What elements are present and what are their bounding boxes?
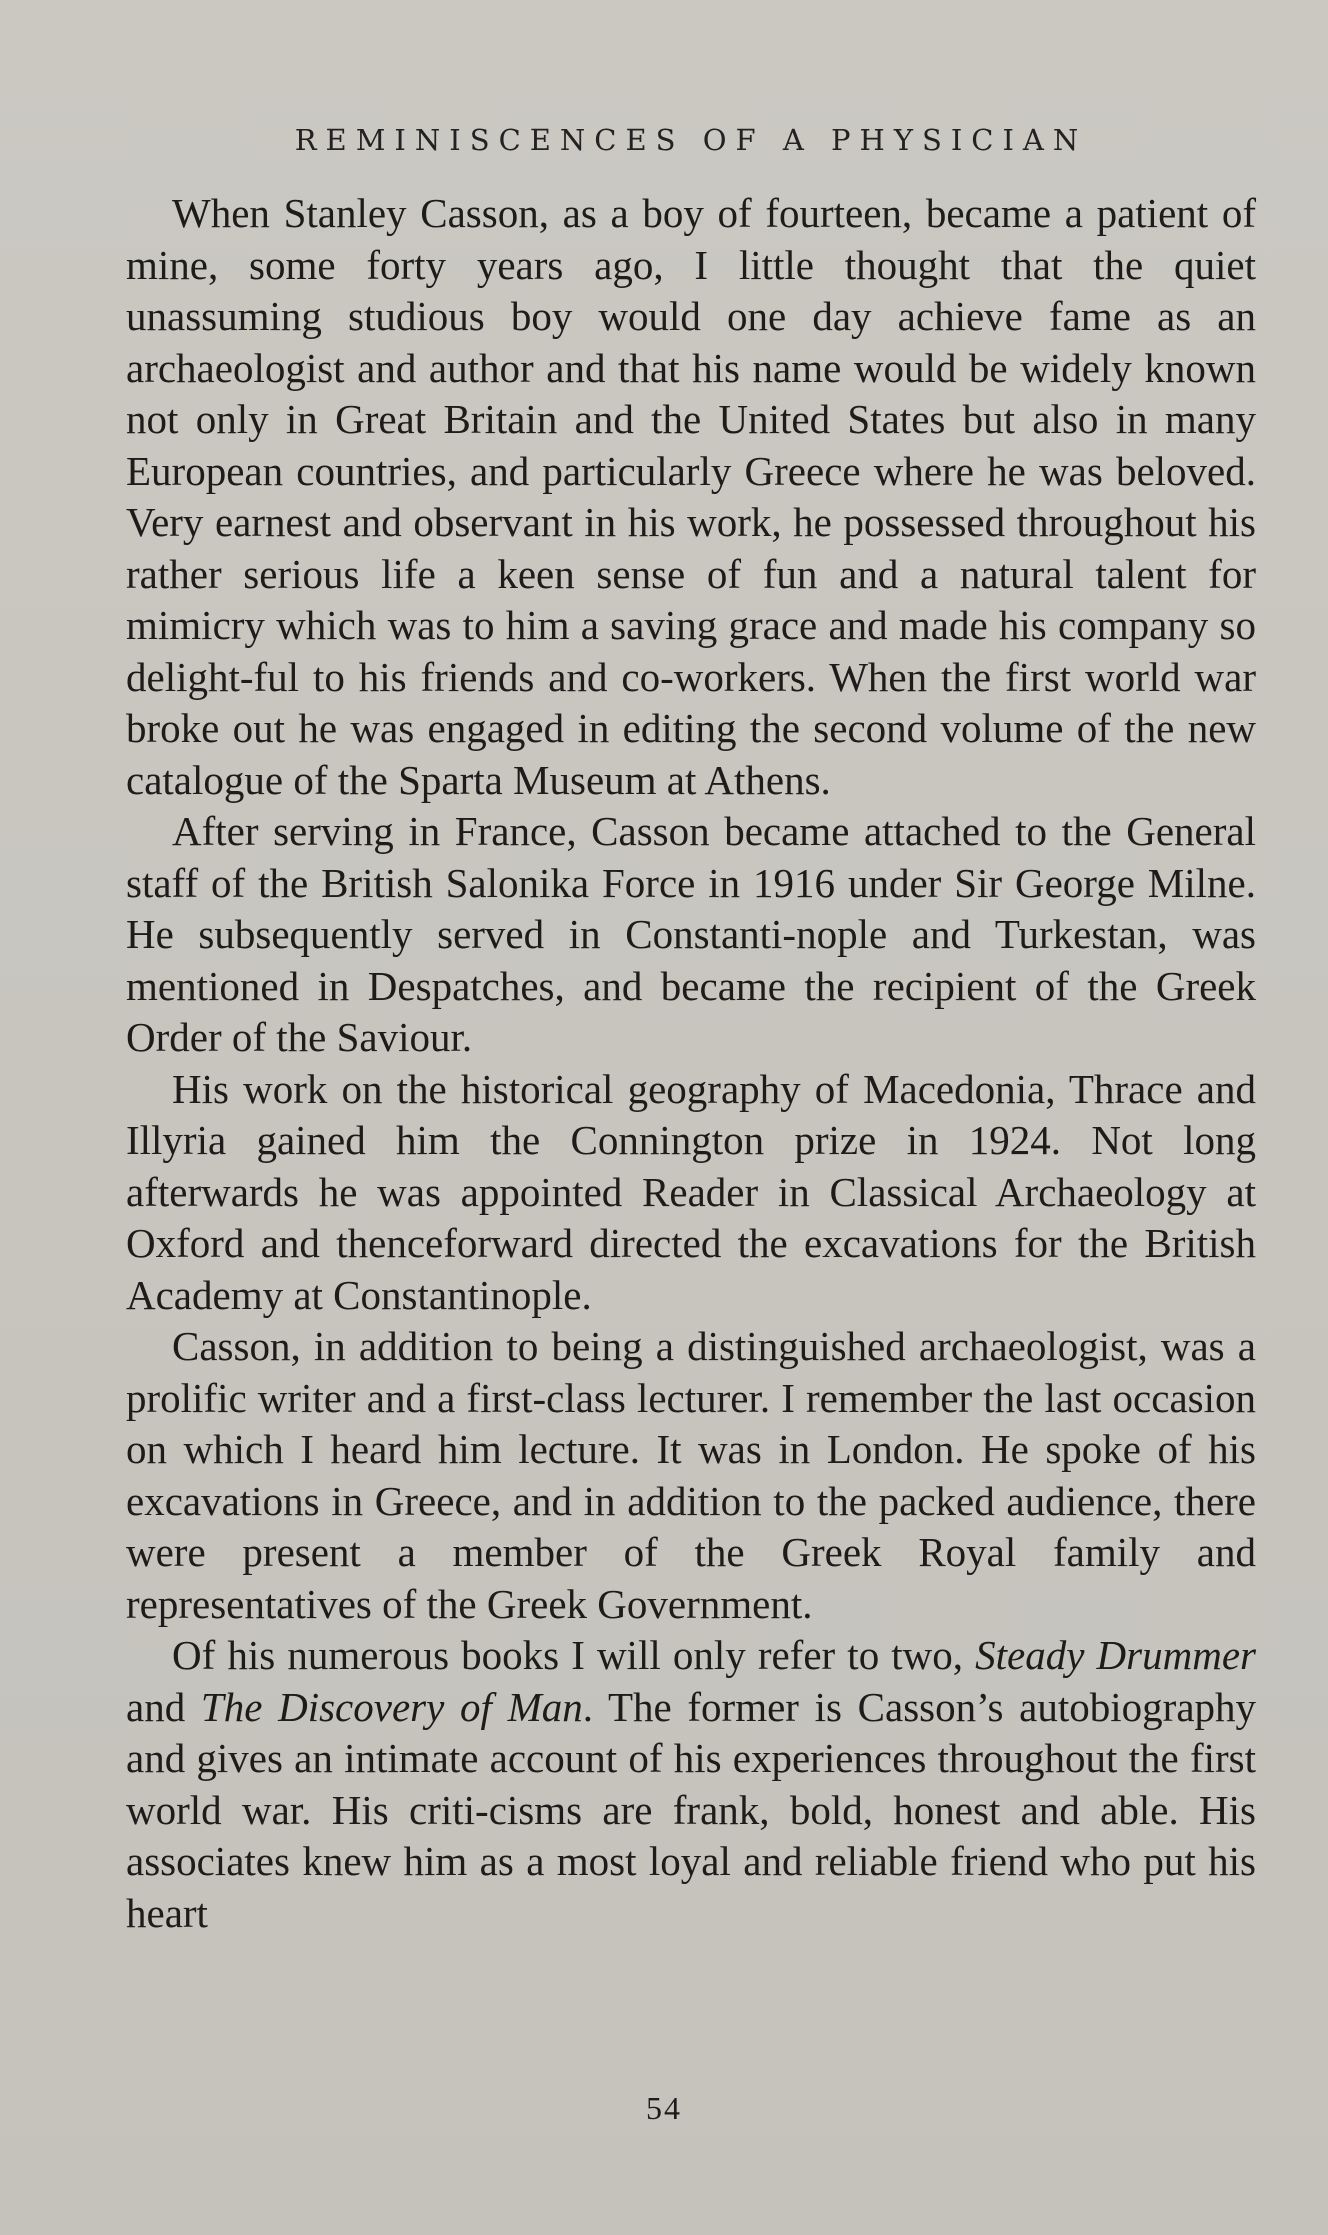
paragraph-1: When Stanley Casson, as a boy of fourteen, became a patient of mine, some forty years ago, I little thought that the quiet unassuming studious boy would one day achieve fame as an archaeologist and author and that his name would be widely known not only in Great Britain and the United States but also in many European countries, and particularly Greece where he was beloved. Very earnest and observant in his work, he possessed throughout his rather serious life a keen sense of fun and a natural talent for mimicry which was to him a saving grace and made his company so delight-ful to his friends and co-workers. When the first world war broke out he was engaged in editing the second volume of the new catalogue of the Sparta Museum at Athens. <box>126 190 1256 803</box>
book-title-steady-drummer: Steady Drummer <box>975 1632 1256 1678</box>
body-text <box>126 188 1256 1939</box>
paragraph-5 <box>126 1630 1256 1939</box>
paragraph-5-and: and <box>126 1683 201 1730</box>
book-title-discovery-of-man: The Discovery of Man <box>200 1683 583 1730</box>
paragraph-4: Casson, in addition to being a distinguished archaeologist, was a prolific writer and a first-class lecturer. I remember the last occasion on which I heard him lecture. It was in London. He spoke of his excavations in Greece, and in addition to the packed audience, there were present a member of the Greek Royal family and representatives of the Greek Government. <box>126 1323 1256 1627</box>
paragraph-2: After serving in France, Casson became attached to the General staff of the British Salonika Force in 1916 under Sir George Milne. He subsequently served in Constanti-nople and Turkestan, was mentioned in Despatches, and became the recipient of the Greek Order of the Saviour. <box>126 808 1256 1060</box>
running-head: REMINISCENCES OF A PHYSICIAN <box>294 123 1088 157</box>
paragraph-5-rest: . The former is Casson’s autobiography and gives an intimate account of his experiences throughout the first world war. His criti-cisms are frank, bold, honest and able. His associates knew him as a most loyal and reliable friend who put his heart <box>126 1683 1257 1936</box>
page-number: 54 <box>646 2090 682 2126</box>
paragraph-3: His work on the historical geography of Macedonia, Thrace and Illyria gained him the Connington prize in 1924. Not long afterwards he was appointed Reader in Classical Archaeology at Oxford and thenceforward directed the excavations for the British Academy at Constantinople. <box>126 1065 1256 1318</box>
paragraph-5-intro: Of his numerous books I will only refer to two, <box>172 1632 976 1678</box>
